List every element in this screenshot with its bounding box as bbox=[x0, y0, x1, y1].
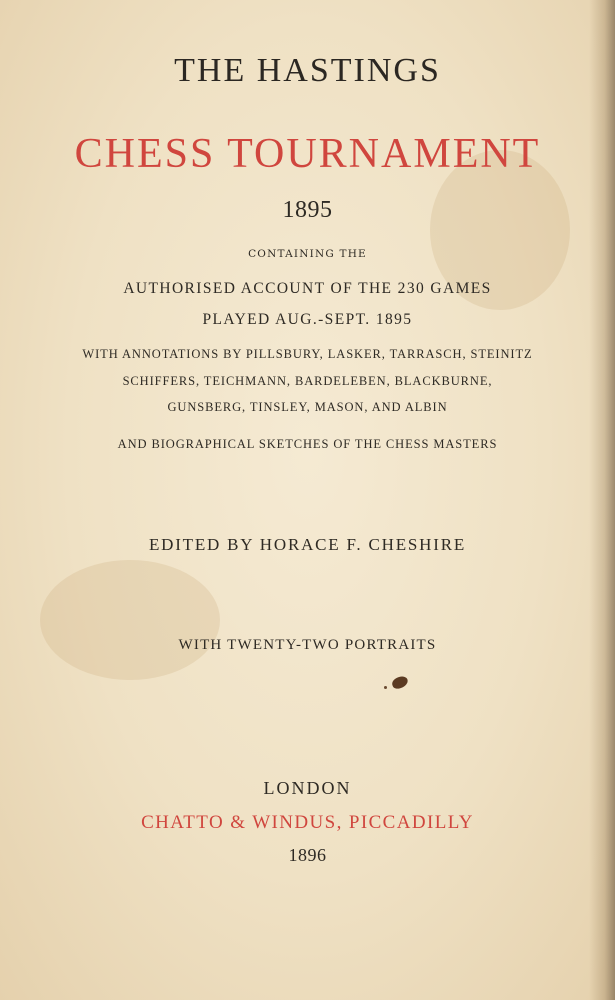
paper-stain bbox=[40, 560, 220, 680]
title-line-2: CHESS TOURNAMENT bbox=[74, 131, 541, 177]
editor-line: EDITED BY HORACE F. CHESHIRE bbox=[148, 535, 467, 554]
annotations-line-1: WITH ANNOTATIONS BY PILLSBURY, LASKER, TARRASCH, STEINITZ bbox=[82, 347, 533, 361]
containing-text: CONTAINING THE bbox=[248, 248, 367, 260]
ink-blot bbox=[391, 675, 410, 690]
portraits-line: WITH TWENTY-TWO PORTRAITS bbox=[178, 637, 437, 653]
account-line-2: PLAYED AUG.-SEPT. 1895 bbox=[202, 311, 413, 328]
biographical-line: AND BIOGRAPHICAL SKETCHES OF THE CHESS MASTERS bbox=[117, 437, 498, 451]
imprint-city: LONDON bbox=[263, 778, 352, 798]
title-line-1: THE HASTINGS bbox=[174, 52, 441, 89]
account-line-1: AUTHORISED ACCOUNT OF THE 230 GAMES bbox=[123, 280, 492, 297]
imprint-year: 1896 bbox=[288, 845, 327, 865]
ink-dot bbox=[384, 686, 387, 689]
tournament-year: 1895 bbox=[282, 197, 333, 223]
annotations-line-3: GUNSBERG, TINSLEY, MASON, AND ALBIN bbox=[167, 400, 448, 414]
annotations-line-2: SCHIFFERS, TEICHMANN, BARDELEBEN, BLACKBURNE, bbox=[122, 374, 493, 388]
imprint-publisher: CHATTO & WINDUS, PICCADILLY bbox=[141, 812, 474, 833]
